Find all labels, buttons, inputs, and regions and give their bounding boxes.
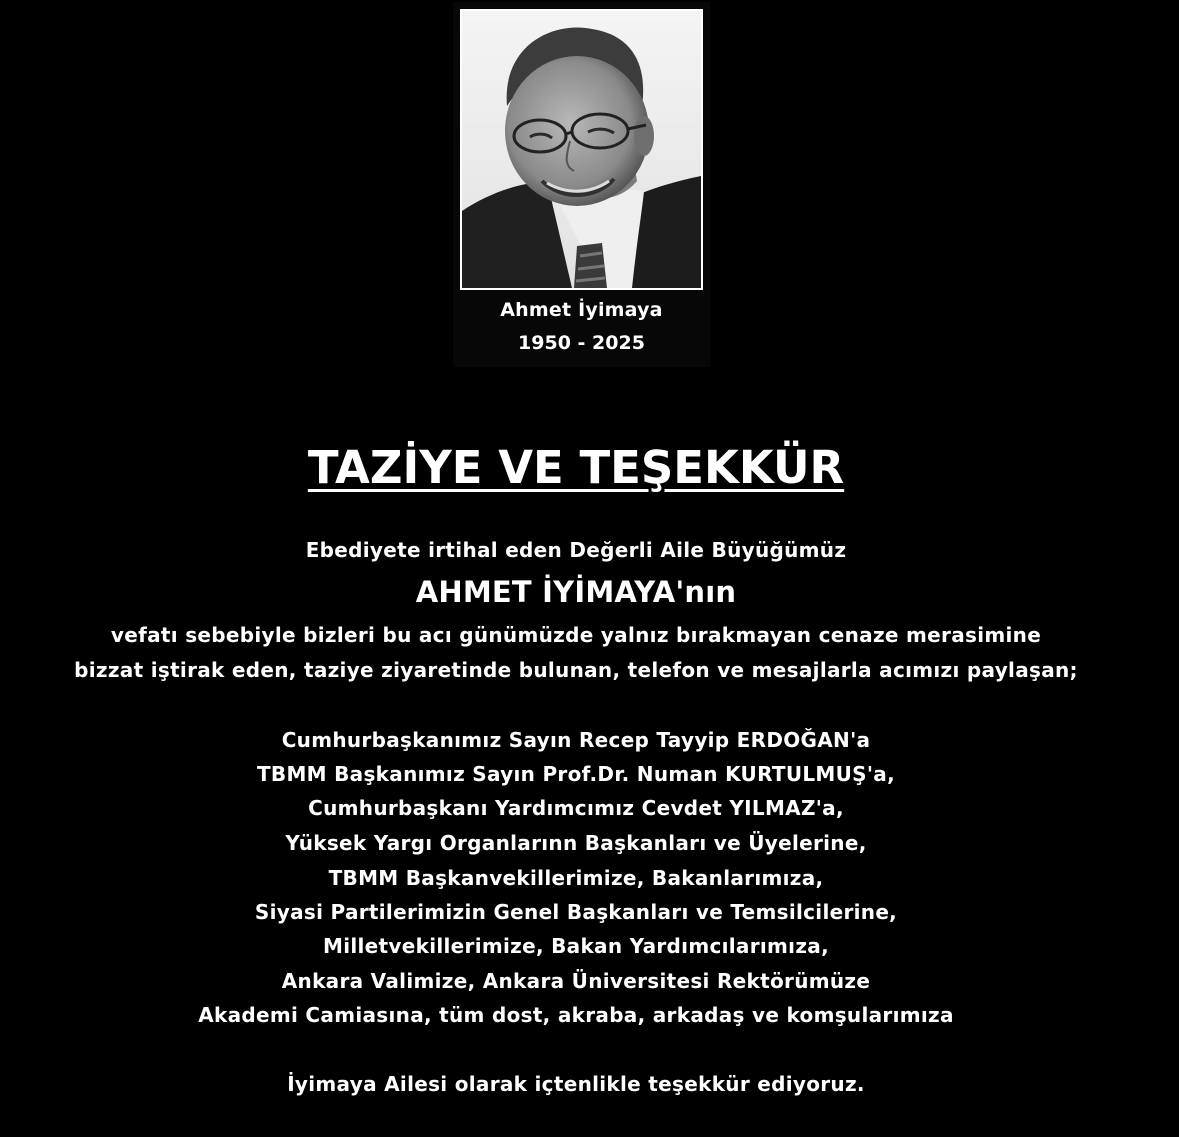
portrait-name: Ahmet İyimaya	[500, 299, 663, 321]
thanks-item: Milletvekillerimize, Bakan Yardımcılarımıza,	[323, 934, 829, 958]
portrait-years: 1950 - 2025	[518, 332, 645, 354]
portrait-image	[462, 11, 701, 288]
deceased-name: AHMET İYİMAYA'nın	[415, 575, 737, 609]
page-title-container	[0, 440, 1152, 496]
intro-line-3: vefatı sebebiyle bizleri bu acı günümüzde yalnız bırakmayan cenaze merasimine	[110, 623, 1042, 647]
portrait-photo	[460, 9, 703, 290]
thanks-item: Yüksek Yargı Organlarınn Başkanları ve Üyelerine,	[285, 831, 867, 855]
page-title: TAZİYE VE TEŞEKKÜR	[307, 441, 845, 494]
closing-line: İyimaya Ailesi olarak içtenlikle teşekkür ediyoruz.	[287, 1072, 865, 1096]
thanks-item: Cumhurbaşkanımız Sayın Recep Tayyip ERDOĞAN'a	[281, 728, 871, 752]
thanks-item: Akademi Camiasına, tüm dost, akraba, arkadaş ve komşularımıza	[198, 1003, 954, 1027]
thanks-item: Siyasi Partilerimizin Genel Başkanları ve Temsilcilerine,	[254, 900, 898, 924]
thanks-item: Cumhurbaşkanı Yardımcımız Cevdet YILMAZ'a,	[308, 796, 844, 820]
intro-line-1: Ebediyete irtihal eden Değerli Aile Büyüğümüz	[305, 538, 847, 562]
thanks-item: Ankara Valimize, Ankara Üniversitesi Rektörümüze	[281, 969, 871, 993]
thanks-item: TBMM Başkanımız Sayın Prof.Dr. Numan KURTULMUŞ'a,	[256, 762, 895, 786]
intro-line-4: bizzat iştirak eden, taziye ziyaretinde bulunan, telefon ve mesajlarla acımızı paylaşan;	[74, 658, 1078, 682]
portrait-card	[453, 2, 710, 367]
thanks-item: TBMM Başkanvekillerimize, Bakanlarımıza,	[328, 866, 824, 890]
